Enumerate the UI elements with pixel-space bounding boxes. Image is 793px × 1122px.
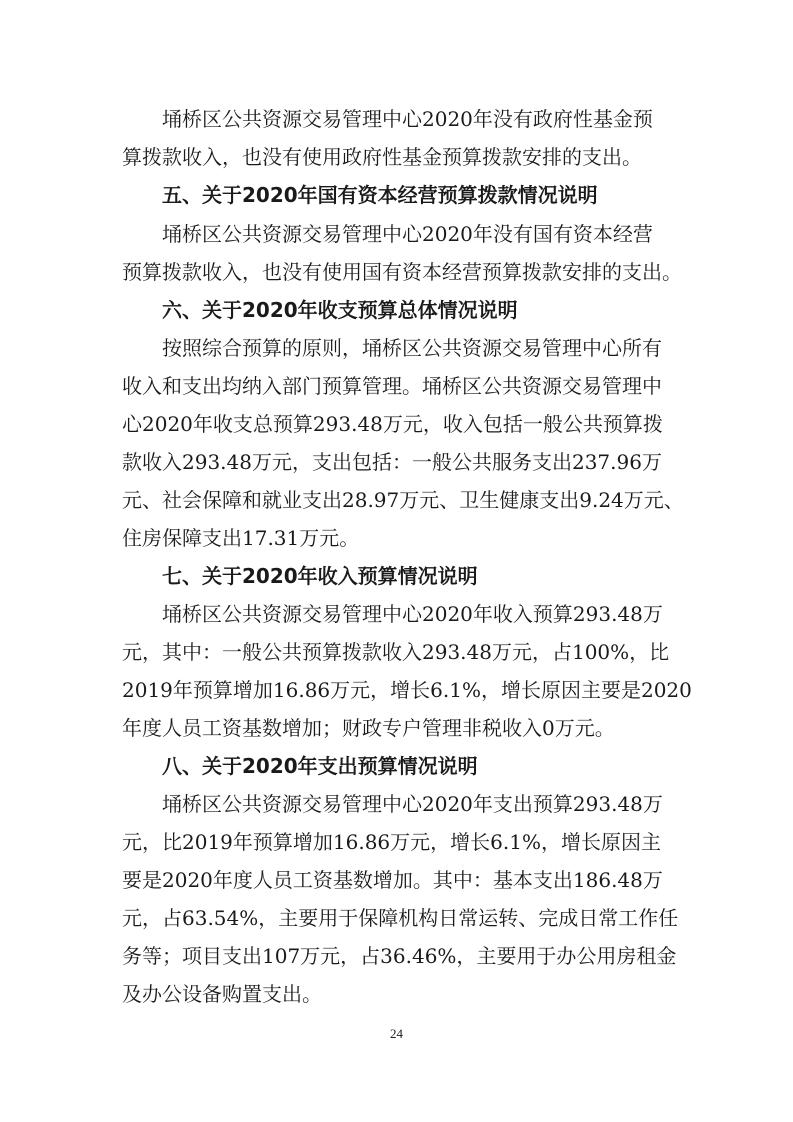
paragraph-line: 款收入293.48万元，支出包括：一般公共服务支出237.96万 [122, 450, 662, 474]
paragraph-line: 及办公设备购置支出。 [122, 982, 322, 1006]
paragraph-line: 年度人员工资基数增加；财政专户管理非税收入0万元。 [122, 716, 615, 740]
section-heading-6: 六、关于2020年收支预算总体情况说明 [162, 298, 518, 322]
paragraph-line: 元、社会保障和就业支出28.97万元、卫生健康支出9.24万元、 [122, 488, 684, 512]
paragraph-line: 2019年预算增加16.86万元，增长6.1%，增长原因主要是2020 [122, 678, 692, 702]
paragraph-line: 务等；项目支出107万元，占36.46%，主要用于办公用房租金 [122, 944, 677, 968]
paragraph-line: 按照综合预算的原则，埇桥区公共资源交易管理中心所有 [162, 336, 662, 360]
section-heading-7: 七、关于2020年收入预算情况说明 [162, 564, 478, 588]
paragraph-line: 收入和支出均纳入部门预算管理。埇桥区公共资源交易管理中 [122, 374, 662, 398]
paragraph-line: 心2020年收支总预算293.48万元，收入包括一般公共预算拨 [122, 412, 663, 436]
paragraph-line: 元，其中：一般公共预算拨款收入293.48万元，占100%，比 [122, 640, 670, 664]
paragraph-line: 住房保障支出17.31万元。 [122, 526, 360, 550]
paragraph-line: 元，比2019年预算增加16.86万元，增长6.1%，增长原因主 [122, 830, 661, 854]
paragraph-line: 埇桥区公共资源交易管理中心2020年收入预算293.48万 [162, 602, 663, 626]
paragraph-line: 埇桥区公共资源交易管理中心2020年没有政府性基金预 [162, 107, 653, 131]
paragraph-line: 埇桥区公共资源交易管理中心2020年没有国有资本经营 [162, 222, 653, 246]
paragraph-line: 元，占63.54%，主要用于保障机构日常运转、完成日常工作任 [122, 906, 679, 930]
paragraph-line: 算拨款收入，也没有使用政府性基金预算拨款安排的支出。 [122, 145, 642, 169]
section-heading-8: 八、关于2020年支出预算情况说明 [162, 754, 478, 778]
paragraph-line: 要是2020年度人员工资基数增加。其中：基本支出186.48万 [122, 868, 663, 892]
paragraph-line: 埇桥区公共资源交易管理中心2020年支出预算293.48万 [162, 792, 663, 816]
paragraph-line: 预算拨款收入，也没有使用国有资本经营预算拨款安排的支出。 [122, 260, 682, 284]
page-number: 24 [390, 1026, 403, 1041]
section-heading-5: 五、关于2020年国有资本经营预算拨款情况说明 [162, 183, 598, 207]
